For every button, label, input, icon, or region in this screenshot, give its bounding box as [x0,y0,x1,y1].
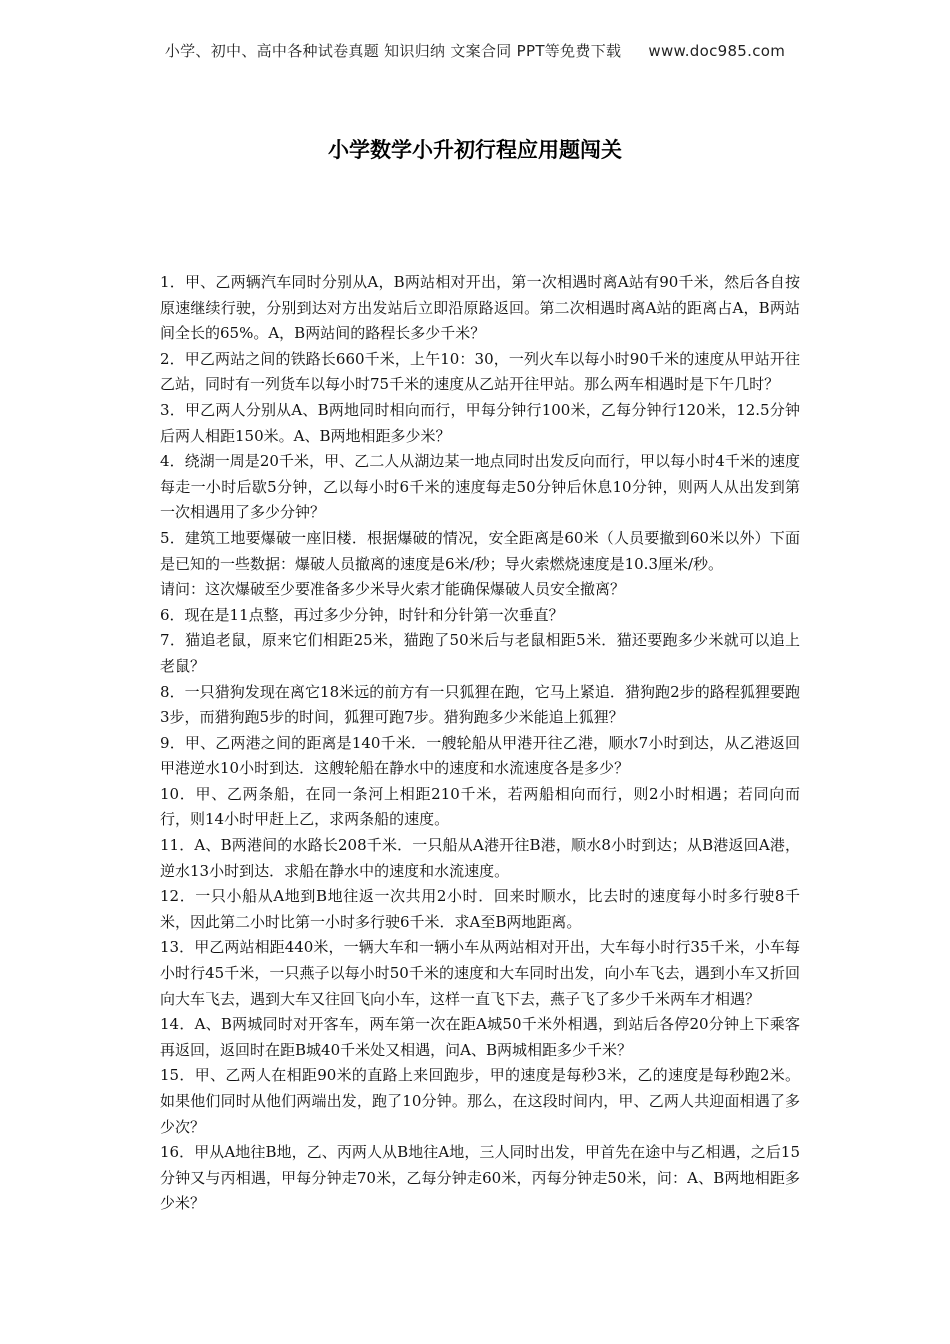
document-title: 小学数学小升初行程应用题闯关 [328,138,622,162]
question-6: 6．现在是11点整，再过多少分钟，时针和分针第一次垂直？ [160,605,564,624]
question-14: 14．A、B两城同时对开客车，两车第一次在距A城50千米外相遇，到站后各停20分钟上下乘客再返回，返回时在距B城40千米处又相遇，问A、B两城相距多少千米？ [160,1015,800,1059]
question-2: 2．甲乙两站之间的铁路长660千米，上午10：30，一列火车以每小时90千米的速度从甲站开往乙站，同时有一列货车以每小时75千米的速度从乙站开往甲站。那么两车相遇时是下午几时？ [160,349,800,394]
question-5-ask: 请问：这次爆破至少要准备多少米导火索才能确保爆破人员安全撤离？ [160,580,626,599]
question-3: 3．甲乙两人分别从A、B两地同时相向而行，甲每分钟行100米，乙每分钟行120米，12.5分钟后两人相距150米。A、B两地相距多少米？ [160,400,800,445]
header-text: 小学、初中、高中各种试卷真题 知识归纳 文案合同 PPT等免费下载 [164,42,622,60]
question-list [160,270,800,1217]
question-9: 9．甲、乙两港之间的距离是140千米．一艘轮船从甲港开往乙港，顺水7小时到达，从乙港返回甲港逆水10小时到达．这艘轮船在静水中的速度和水流速度各是多少？ [160,733,800,778]
question-12: 12．一只小船从A地到B地往返一次共用2小时．回来时顺水，比去时的速度每小时多行驶8千米，因此第二小时比第一小时多行驶6千米．求A至B两地距离。 [160,887,800,931]
question-13: 13．甲乙两站相距440米，一辆大车和一辆小车从两站相对开出，大车每小时行35千米，小车每小时行45千米，一只燕子以每小时50千米的速度和大车同时出发，向小车飞去，遇到小车又折回向大车飞去，遇到大车又往回飞向小车，这样一直飞下去，燕子飞了多少千米两车才相遇？ [160,938,800,1008]
page-header [0,40,950,61]
question-1: 1．甲、乙两辆汽车同时分别从A，B两站相对开出，第一次相遇时离A站有90千米，然后各自按原速继续行驶，分别到达对方出发站后立即沿原路返回。第二次相遇时离A站的距离占A，B两站间全长的65%。A，B两站间的路程长多少千米？ [160,273,800,343]
header-url[interactable]: www.doc985.com [648,42,786,60]
question-7: 7．猫追老鼠，原来它们相距25米，猫跑了50米后与老鼠相距5米．猫还要跑多少米就可以追上老鼠？ [160,631,800,675]
question-4: 4．绕湖一周是20千米，甲、乙二人从湖边某一地点同时出发反向而行，甲以每小时4千米的速度每走一小时后歇5分钟，乙以每小时6千米的速度每走50分钟后休息10分钟，则两人从出发到第一次相遇用了多少分钟？ [160,452,800,522]
question-15: 15．甲、乙两人在相距90米的直路上来回跑步，甲的速度是每秒3米，乙的速度是每秒跑2米。如果他们同时从他们两端出发，跑了10分钟。那么，在这段时间内，甲、乙两人共迎面相遇了多少次？ [160,1066,800,1136]
question-10: 10．甲、乙两条船，在同一条河上相距210千米，若两船相向而行，则2小时相遇；若同向而行，则14小时甲赶上乙，求两条船的速度。 [160,784,800,829]
question-11: 11．A、B两港间的水路长208千米．一只船从A港开往B港，顺水8小时到达；从B港返回A港，逆水13小时到达．求船在静水中的速度和水流速度。 [160,836,800,880]
question-5: 5．建筑工地要爆破一座旧楼．根据爆破的情况，安全距离是60米（人员要撤到60米以外）下面是已知的一些数据：爆破人员撤离的速度是6米/秒；导火索燃烧速度是10.3厘米/秒。 [160,528,800,573]
question-8: 8．一只猎狗发现在离它18米远的前方有一只狐狸在跑，它马上紧追．猎狗跑2步的路程狐狸要跑3步，而猎狗跑5步的时间，狐狸可跑7步。猎狗跑多少米能追上狐狸？ [160,682,800,727]
question-16: 16．甲从A地往B地，乙、丙两人从B地往A地，三人同时出发，甲首先在途中与乙相遇，之后15分钟又与丙相遇，甲每分钟走70米，乙每分钟走60米，丙每分钟走50米，问：A、B两地相距多少米？ [160,1143,800,1213]
